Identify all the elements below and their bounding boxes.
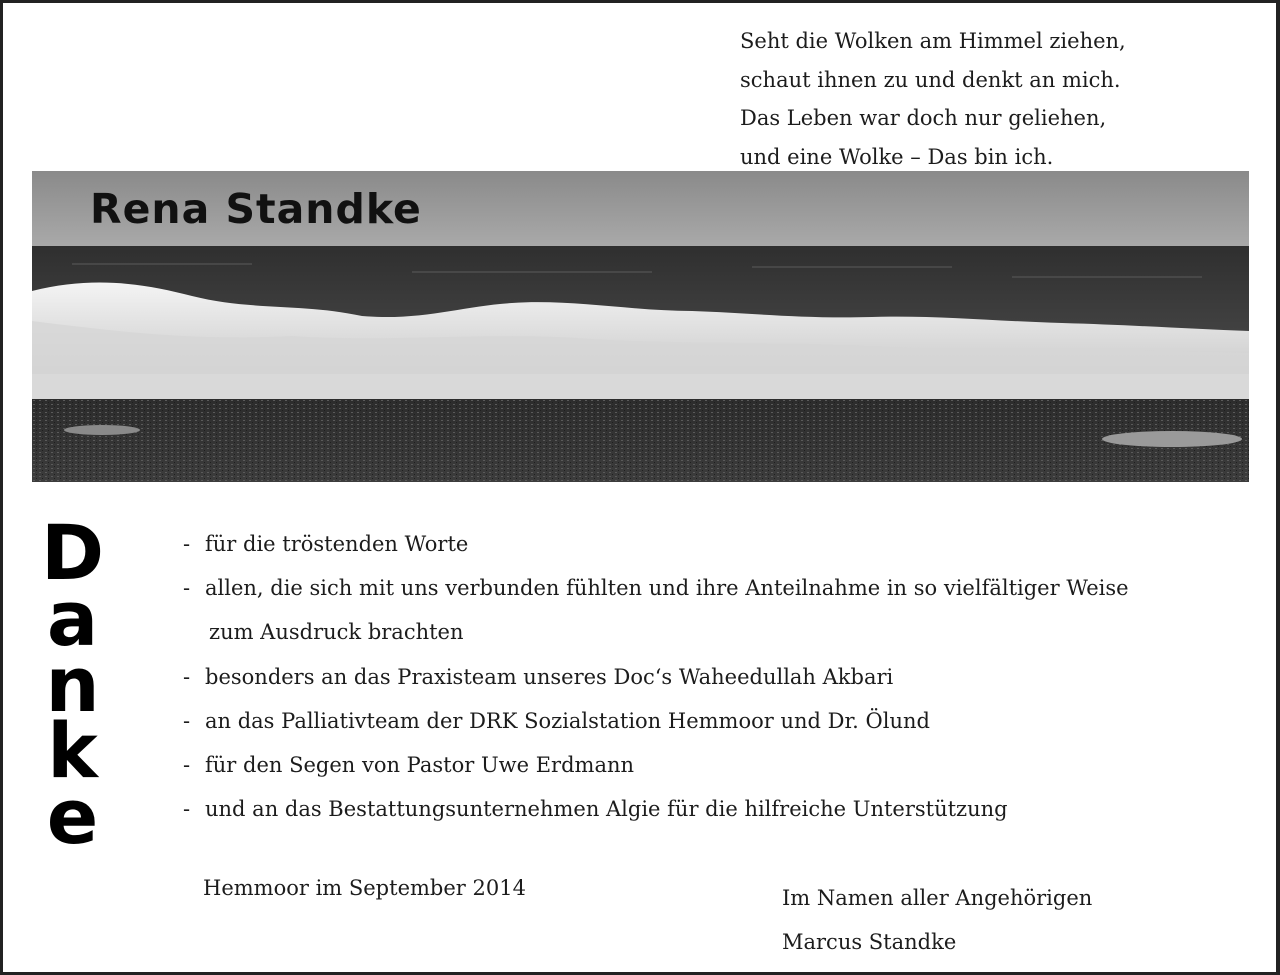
deceased-name: Rena Standke: [90, 185, 422, 233]
poem-line: Das Leben war doch nur geliehen,: [740, 106, 1107, 130]
thanks-text: besonders an das Praxisteam unseres Doc‘s Waheedullah Akbari: [205, 664, 894, 689]
thanks-item: [183, 522, 1243, 566]
thanks-list: [183, 522, 1243, 831]
danke-vertical-heading: [30, 508, 115, 861]
poem-line: Seht die Wolken am Himmel ziehen,: [740, 29, 1126, 53]
thanks-item: [183, 787, 1243, 831]
poem-line: und eine Wolke – Das bin ich.: [740, 144, 1054, 169]
list-dash: -: [183, 752, 191, 777]
list-dash: -: [183, 797, 191, 822]
signoff-line: Im Namen aller Angehörigen: [782, 886, 1093, 910]
list-dash: -: [183, 532, 191, 556]
danke-letter: k: [47, 706, 98, 795]
thanks-text: für die tröstenden Worte: [205, 532, 469, 556]
thanks-item: [183, 655, 1243, 699]
thanks-item-continuation: [183, 610, 1243, 654]
thanks-text: an das Palliativteam der DRK Sozialstation Hemmoor und Dr. Ölund: [205, 708, 930, 733]
list-dash: -: [183, 708, 191, 733]
list-dash: -: [183, 664, 191, 689]
thanks-text: für den Segen von Pastor Uwe Erdmann: [205, 752, 635, 777]
danke-letter: e: [46, 772, 99, 861]
place-date: Hemmoor im September 2014: [203, 876, 526, 900]
signoff-signature: Marcus Standke: [782, 930, 957, 954]
thanks-text: und an das Bestattungsunternehmen Algie für die hilfreiche Unterstützung: [205, 797, 1008, 822]
thanks-text: allen, die sich mit uns verbunden fühlten und ihre Anteilnahme in so vielfältiger Weise: [205, 576, 1129, 601]
thanks-item: [183, 699, 1243, 743]
poem: [740, 22, 1260, 176]
thanks-item: [183, 743, 1243, 787]
sea-photo: [32, 171, 1249, 482]
thanks-text: zum Ausdruck brachten: [209, 620, 464, 645]
poem-line: schaut ihnen zu und denkt an mich.: [740, 67, 1121, 92]
signoff: [782, 876, 1092, 964]
danke-letter: D: [40, 508, 105, 597]
danke-letter: n: [45, 640, 100, 729]
danke-letter: a: [46, 574, 99, 663]
thanks-item: [183, 566, 1243, 610]
list-dash: -: [183, 576, 191, 601]
